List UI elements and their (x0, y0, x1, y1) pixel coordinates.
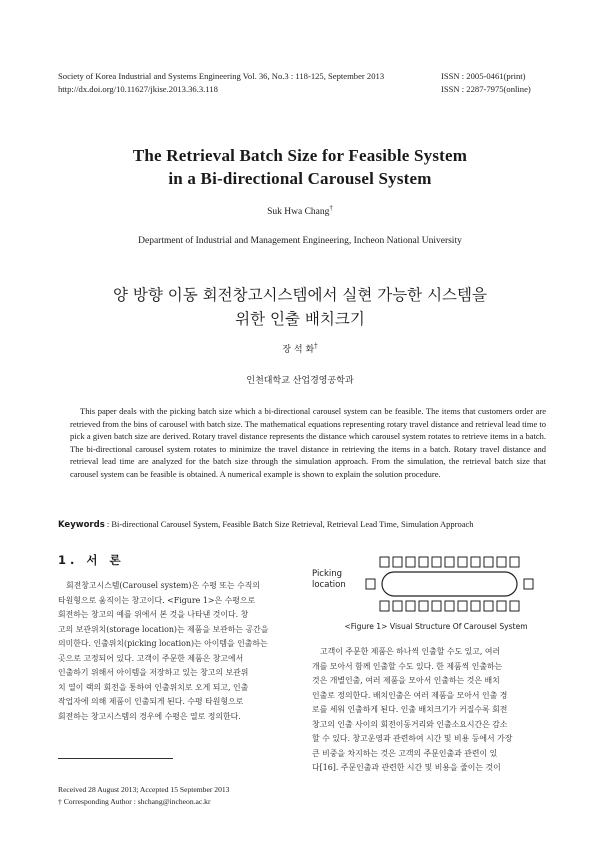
bin (484, 557, 493, 567)
left-column-body (58, 579, 298, 724)
bin-left-end (366, 579, 375, 589)
body-line: 창고의 인출 사이의 회전이동거리와 인출소요시간은 감소 (312, 719, 508, 729)
keywords (58, 519, 558, 530)
bin (419, 601, 428, 611)
received-note: Received 28 August 2013; Accepted 15 September 2013 (58, 785, 230, 794)
affiliation-en: Department of Industrial and Management Engineering, Incheon National University (138, 236, 462, 246)
bin (393, 557, 402, 567)
footnote-rule (58, 758, 173, 759)
body-line: 것은 개별인출, 여러 제품을 모아서 인출하는 것은 배치 (312, 676, 500, 686)
body-line: 의미한다. 인출위치(picking location)는 아이템을 인출하는 (58, 639, 268, 649)
corresponding-mark-ko: † (314, 342, 318, 350)
body-line: 할 수 있다. 창고운영과 관련하여 시간 및 비용 등에서 가장 (312, 734, 513, 744)
bin (445, 601, 454, 611)
bin (458, 601, 467, 611)
section-heading-intro: 1. 서 론 (58, 553, 125, 567)
bin-right-end (524, 579, 533, 589)
body-line: 회전창고시스템(Carousel system)은 수평 또는 수직의 (66, 581, 260, 590)
journal-citation: Society of Korea Industrial and Systems Engineering Vol. 36, No.3 : 118-125, September 2013 (58, 71, 385, 81)
paper-title-en-line1: The Retrieval Batch Size for Feasible System (132, 146, 468, 165)
body-line: 회전하는 창고의 예를 위에서 본 것을 나타낸 것이다. 창 (58, 610, 249, 620)
bin (406, 601, 415, 611)
bin (419, 557, 428, 567)
corresponding-author: † Corresponding Author : shchang@incheon.ac.kr (58, 797, 211, 806)
bin (510, 601, 519, 611)
body-line: 타원형으로 움직이는 창고이다. <Figure 1>은 수평으로 (58, 595, 256, 605)
keywords-label: Keywords (58, 520, 105, 530)
figure-carousel (312, 556, 552, 616)
author-ko (0, 342, 600, 355)
bin (484, 601, 493, 611)
bin (458, 557, 467, 567)
bin (497, 601, 506, 611)
bin (380, 557, 389, 567)
author-en (0, 204, 600, 217)
issn-print: ISSN : 2005-0461(print) (441, 71, 526, 81)
doi-link[interactable]: http://dx.doi.org/10.11627/jkise.2013.36.3.118 (58, 84, 218, 94)
bin (432, 557, 441, 567)
body-line: 인출로 정의한다. 배치인출은 여러 제품을 모아서 인출 경 (312, 690, 508, 700)
issn-online: ISSN : 2287-7975(online) (441, 84, 531, 94)
bin (380, 601, 389, 611)
bin (510, 557, 519, 567)
body-line: 다[16]. 주문인출과 관련한 시간 및 비용을 줄이는 것이 (312, 763, 501, 773)
bin (393, 601, 402, 611)
bin (432, 601, 441, 611)
picking-location-label (312, 569, 346, 591)
bin (445, 557, 454, 567)
bin (497, 557, 506, 567)
bin (406, 557, 415, 567)
paper-title-ko-line1: 양 방향 이동 회전창고시스템에서 실현 가능한 시스템을 (113, 286, 487, 304)
keywords-text: : Bi-directional Carousel System, Feasible Batch Size Retrieval, Retrieval Lead Time, Simulation Approach (106, 519, 474, 529)
paper-title-ko-line2: 위한 인출 배치크기 (235, 310, 365, 328)
affiliation-ko: 인천대학교 산업경영공학과 (246, 376, 354, 386)
carousel-diagram (312, 556, 552, 616)
figure-caption: <Figure 1> Visual Structure Of Carousel System (344, 622, 528, 631)
body-line: 큰 비중을 차지하는 것은 고객의 주문인출과 관련이 있 (312, 748, 498, 758)
body-line: 고의 보관위치(storage location)는 제품을 보관하는 공간을 (58, 624, 269, 634)
body-line: 고객이 주문한 제품은 하나씩 인출할 수도 있고, 여러 (320, 647, 501, 656)
body-line: 로를 세워 인출하게 된다. 인출 배치크기가 커질수록 회전 (312, 705, 508, 715)
body-line: 치 열이 랙의 회전을 통하여 인출위치로 오게 되고, 인출 (58, 682, 249, 692)
author-en-name: Suk Hwa Chang (267, 207, 330, 218)
body-line: 인출하기 위해서 아이템을 저장하고 있는 창고의 보관위 (58, 668, 249, 678)
picking-label-line2: location (312, 580, 346, 590)
abstract: This paper deals with the picking batch size which a bi-directional carousel system can be feasible. The items that customers order are retrieved from the bins of carousel with batch size. The mathematical equations representing rotary travel distance and retrieval lead time to pick a given batch size are derived. Rotary travel distance represents the distance which carousel system rotates to retrieve items in a batch. The bi-directional carousel system rotates to minimize the travel distance in retrieving the items in a batch. Rotary travel distance and retrieval lead time are analyzed for the batch size through the simulation approach. From the simulation, the retrieval batch size that carousel system can be feasible is obtained. A numerical example is shown to explain the solution procedure. (70, 406, 546, 479)
bin (471, 601, 480, 611)
corresponding-mark: † (329, 204, 333, 212)
paper-title-en-line2: in a Bi-directional Carousel System (168, 169, 432, 188)
carousel-track (382, 572, 517, 596)
right-column-body (312, 645, 552, 776)
body-line: 회전하는 창고시스템의 경우에 수평은 열로 정의한다. (58, 711, 241, 721)
body-line: 작업자에 의해 제품이 인출되게 된다. 수평 타원형으로 (58, 697, 244, 707)
picking-label-line1: Picking (312, 569, 343, 579)
author-ko-name: 장 석 화 (282, 345, 315, 355)
body-line: 곳으로 고정되어 있다. 고객이 주문한 제품은 창고에서 (58, 653, 244, 663)
body-line: 개를 모아서 함께 인출할 수도 있다. 한 제품씩 인출하는 (312, 661, 503, 671)
bin (471, 557, 480, 567)
